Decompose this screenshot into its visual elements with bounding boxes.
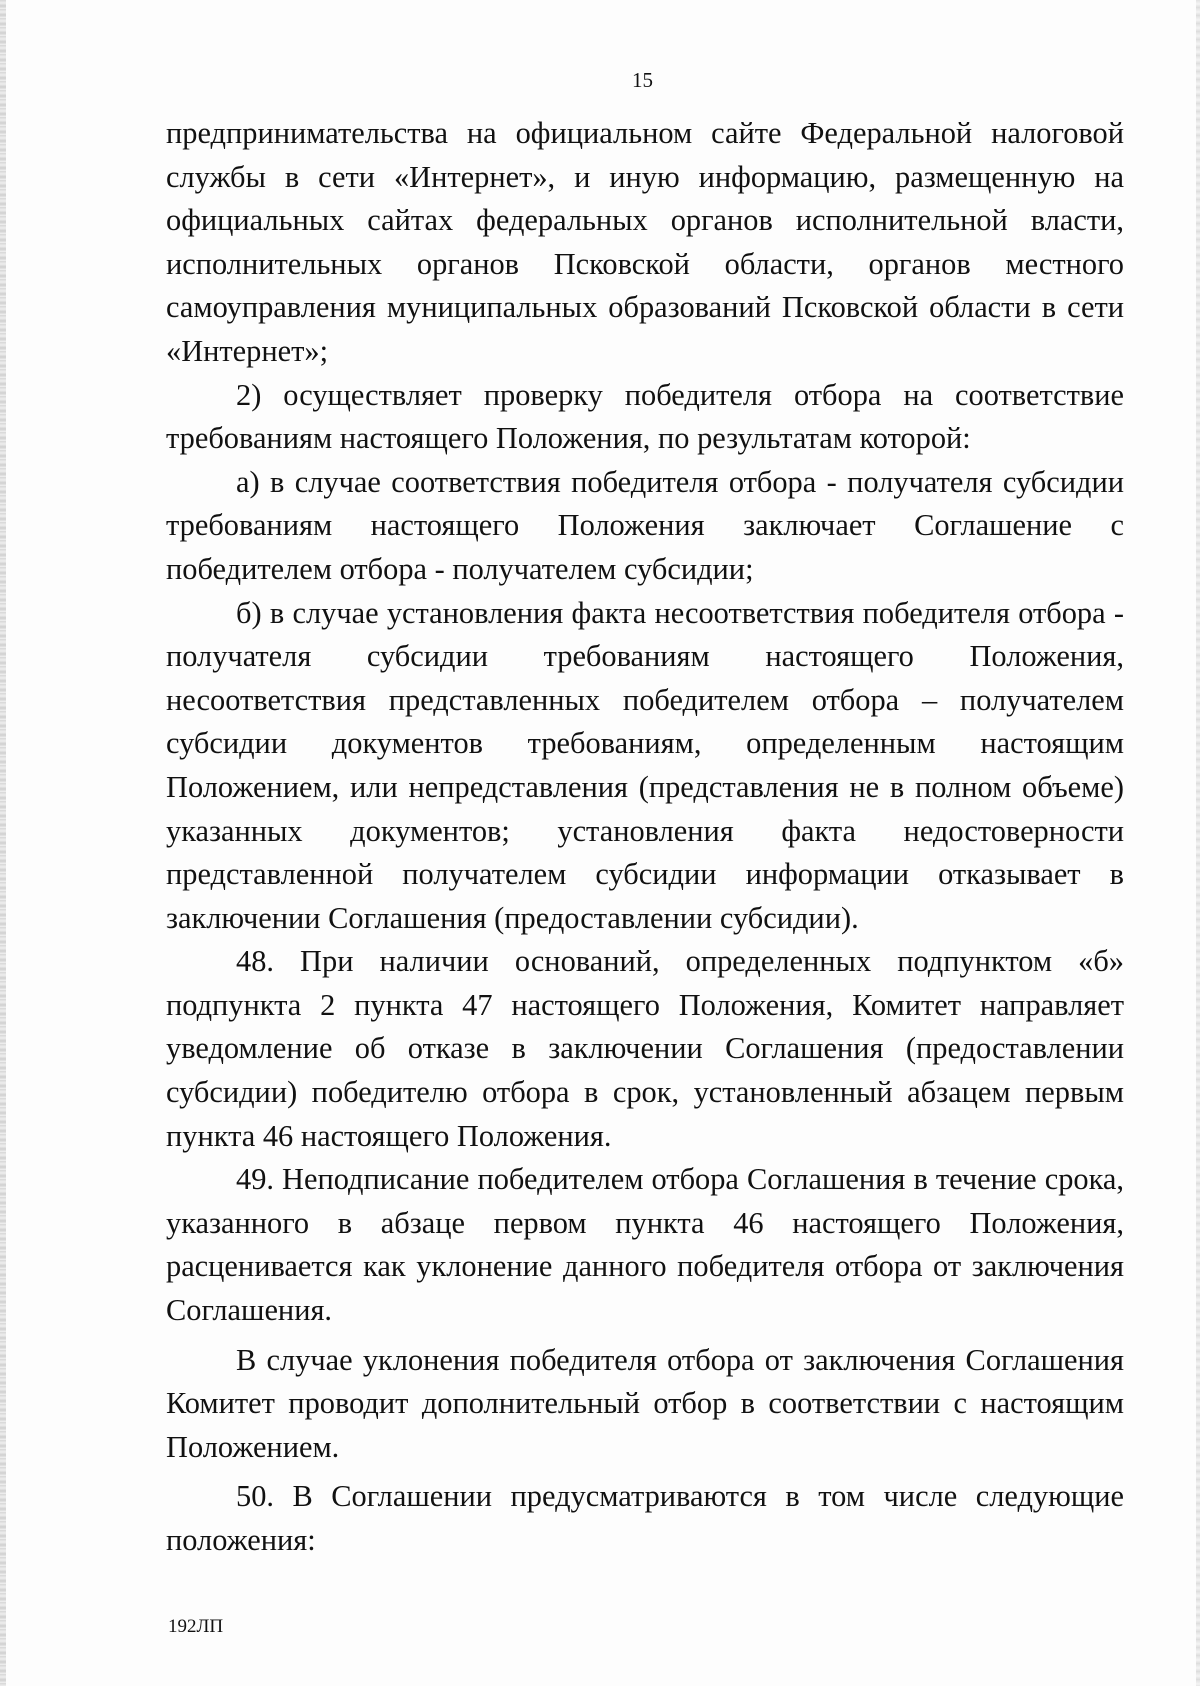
paragraph-48: 48. При наличии оснований, определенных подпунктом «б» подпункта 2 пункта 47 настоящего Положения, Комитет направляет уведомление об отказе в заключении Соглашения (предоставлении субсидии) победителю отбора в срок, установленный абзацем первым пункта 46 настоящего Положения.	[166, 944, 1124, 1153]
paragraph-49: 49. Неподписание победителем отбора Соглашения в течение срока, указанного в абзаце первом пункта 46 настоящего Положения, расценивается как уклонение данного победителя отбора от заключения Соглашения.	[166, 1162, 1124, 1328]
document-body	[166, 112, 1124, 1563]
paragraph-item-2: 2) осуществляет проверку победителя отбора на соответствие требованиям настоящего Положения, по результатам которой:	[166, 377, 1124, 456]
scan-edge-left	[0, 0, 6, 1686]
paragraph-continuation: предпринимательства на официальном сайте Федеральной налоговой службы в сети «Интернет», и иную информацию, размещенную на официальных сайтах федеральных органов исполнительной власти, исполнительных органов Псковской области, органов местного самоуправления муниципальных образований Псковской области в сети «Интернет»;	[166, 116, 1124, 368]
paragraph-50: 50. В Соглашении предусматриваются в том числе следующие положения:	[166, 1479, 1124, 1557]
paragraph-subitem-b: б) в случае установления факта несоответствия победителя отбора - получателя субсидии требованиям настоящего Положения, несоответствия представленных победителем отбора – получателем субсидии документов требованиям, определенным настоящим Положением, или непредставления (представления не в полном объеме) указанных документов; установления факта недостоверности представленной получателем субсидии информации отказывает в заключении Соглашения (предоставлении субсидии).	[166, 595, 1124, 935]
scan-edge-right	[1196, 0, 1200, 1686]
paragraph-49-evasion: В случае уклонения победителя отбора от заключения Соглашения Комитет проводит дополнительный отбор в соответствии с настоящим Положением.	[166, 1342, 1124, 1464]
paragraph-subitem-a: а) в случае соответствия победителя отбора - получателя субсидии требованиям настоящего Положения заключает Соглашение с победителем отбора - получателем субсидии;	[166, 464, 1124, 586]
footer-document-code: 192ЛП	[168, 1616, 224, 1637]
page-number: 15	[632, 68, 653, 92]
